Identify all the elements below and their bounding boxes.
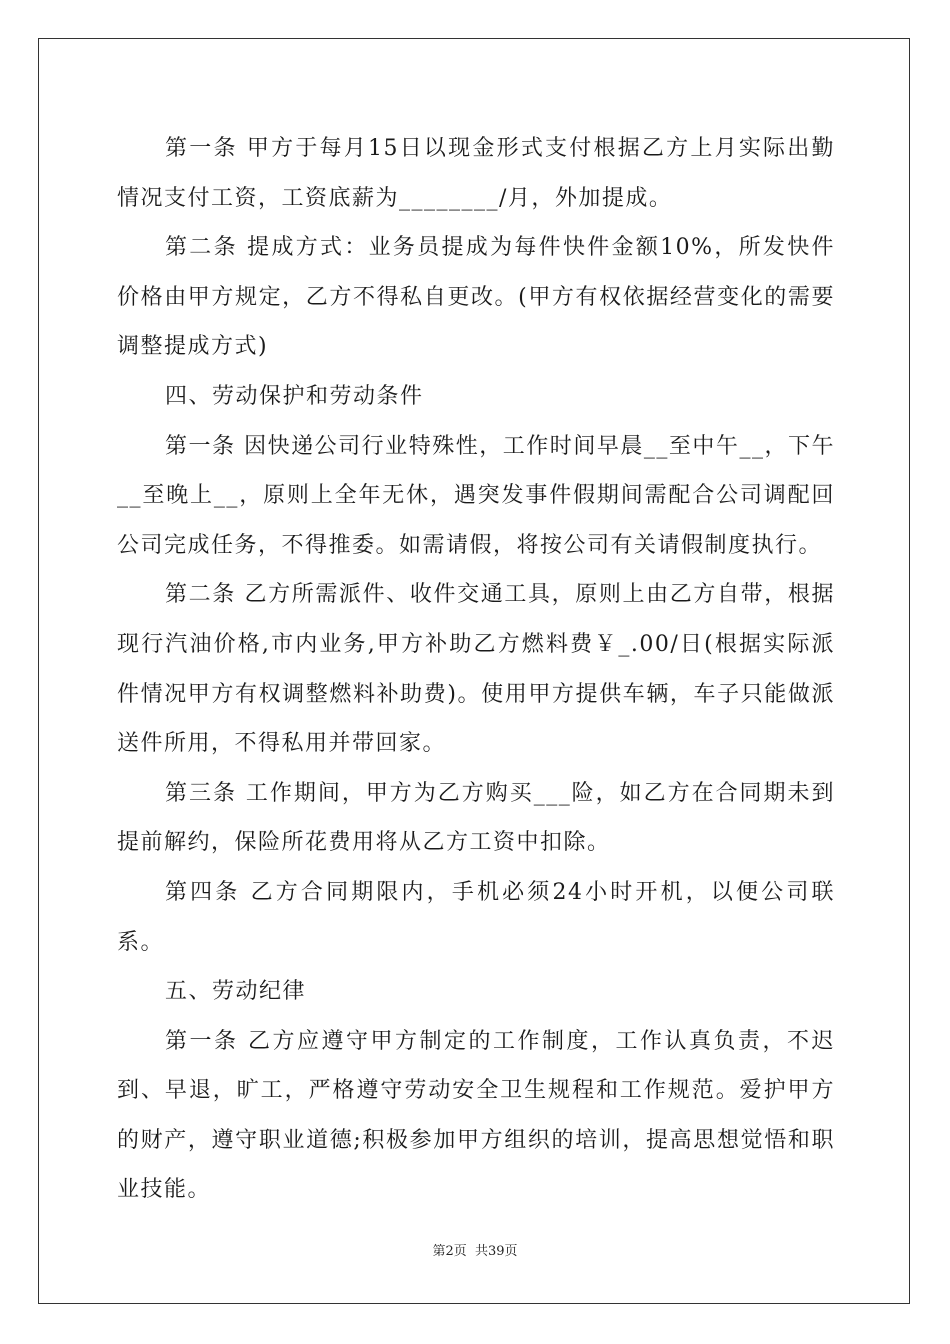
total-pages: 共39页: [474, 1244, 518, 1259]
paragraph-article-1-working-hours: 第一条 因快递公司行业特殊性，工作时间早晨__至中午__，下午__至晚上__，原则上全年无休，遇突发事件假期间需配合公司调配回公司完成任务，不得推委。如需请假，将按公司有关请假制度执行。: [117, 433, 835, 558]
page-number: 第2页: [432, 1244, 467, 1259]
section-heading-labor-discipline: 五、劳动纪律: [165, 979, 307, 1005]
section-heading-labor-protection: 四、劳动保护和劳动条件: [165, 383, 424, 409]
document-body: [117, 124, 835, 1215]
paragraph-article-4-phone: 第四条 乙方合同期限内，手机必须24小时开机，以便公司联系。: [117, 879, 835, 955]
paragraph-article-2-transport: 第二条 乙方所需派件、收件交通工具，原则上由乙方自带，根据现行汽油价格,市内业务,甲方补助乙方燃料费￥_.00/日(根据实际派件情况甲方有权调整燃料补助费)。使用甲方提供车辆，车子只能做派送件所用，不得私用并带回家。: [117, 582, 835, 757]
paragraph-article-1-salary: 第一条 甲方于每月15日以现金形式支付根据乙方上月实际出勤情况支付工资，工资底薪为________/月，外加提成。: [117, 136, 835, 211]
paragraph-article-2-commission: 第二条 提成方式：业务员提成为每件快件金额10%，所发快件价格由甲方规定，乙方不得私自更改。(甲方有权依据经营变化的需要调整提成方式): [117, 235, 835, 360]
paragraph-article-1-discipline: 第一条 乙方应遵守甲方制定的工作制度，工作认真负责，不迟到、早退，旷工，严格遵守劳动安全卫生规程和工作规范。爱护甲方的财产，遵守职业道德;积极参加甲方组织的培训，提高思想觉悟和职业技能。: [117, 1028, 835, 1203]
page-footer: [0, 1243, 950, 1261]
paragraph-article-3-insurance: 第三条 工作期间，甲方为乙方购买___险，如乙方在合同期未到提前解约，保险所花费用将从乙方工资中扣除。: [117, 780, 835, 856]
